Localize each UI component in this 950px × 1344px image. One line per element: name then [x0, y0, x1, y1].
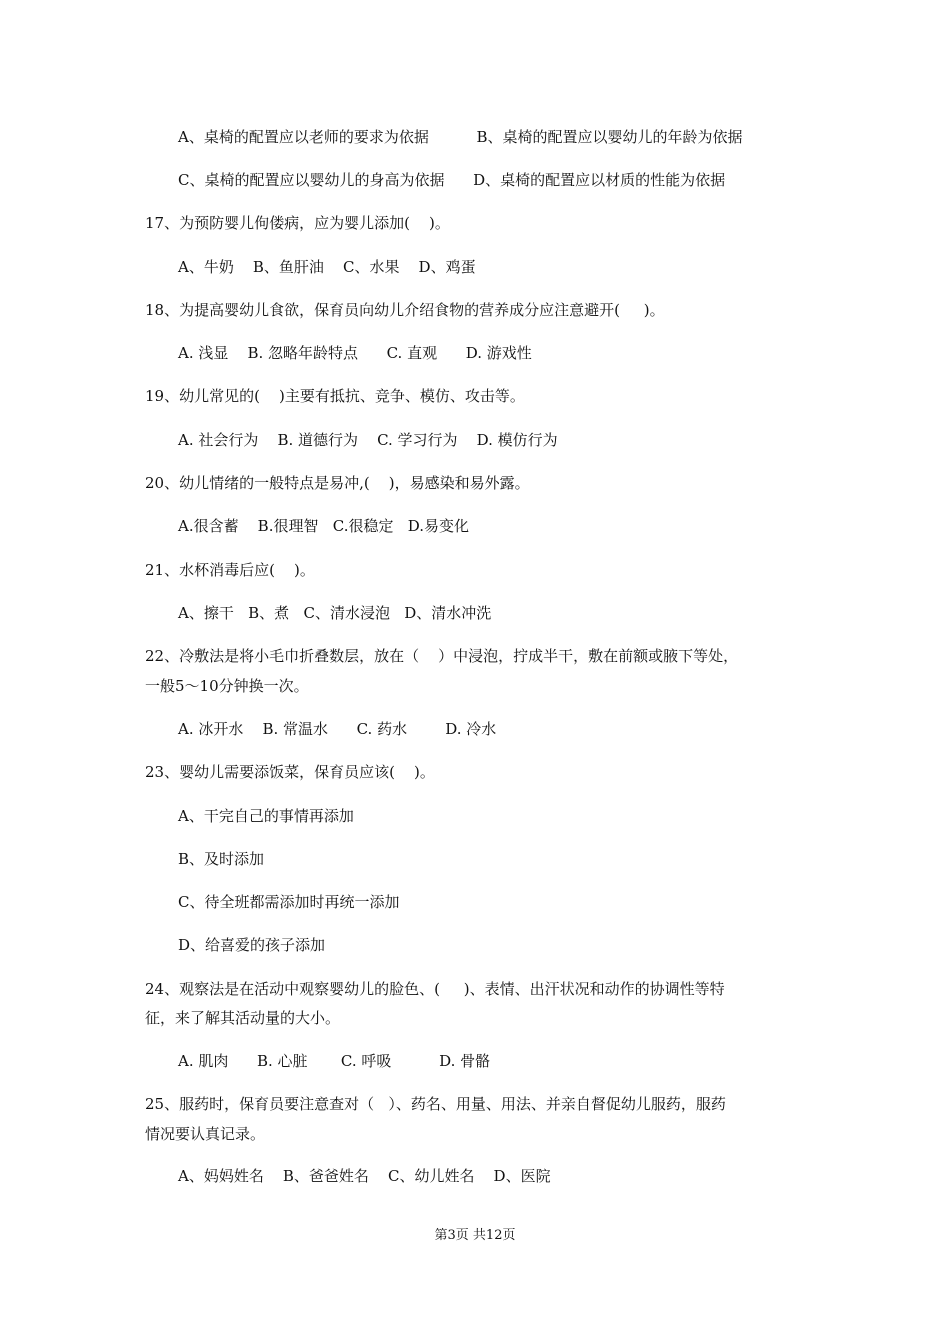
answer-option: A. 社会行为 B. 道德行为 C. 学习行为 D. 模仿行为	[178, 431, 558, 449]
answer-option: A. 浅显 B. 忽略年龄特点 C. 直观 D. 游戏性	[178, 344, 532, 362]
question-text: 征，来了解其活动量的大小。	[145, 1009, 341, 1027]
page-footer: 第3页 共12页	[434, 1228, 516, 1243]
question-text: 23、婴幼儿需要添饭菜，保育员应该( )。	[145, 763, 435, 781]
answer-option: A.很含蓄 B.很理智 C.很稳定 D.易变化	[178, 517, 470, 535]
answer-option: D、给喜爱的孩子添加	[178, 936, 326, 954]
question-text: 18、为提高婴幼儿食欲，保育员向幼儿介绍食物的营养成分应注意避开( )。	[145, 301, 665, 319]
answer-option: C、待全班都需添加时再统一添加	[178, 893, 400, 911]
question-text: 25、服药时，保育员要注意查对（ ）、药名、用量、用法、并亲自督促幼儿服药，服药	[145, 1095, 726, 1113]
question-text: 24、观察法是在活动中观察婴幼儿的脸色、( )、表情、出汗状况和动作的协调性等特	[145, 980, 725, 998]
answer-option: C、桌椅的配置应以婴幼儿的身高为依据 D、桌椅的配置应以材质的性能为依据	[178, 171, 726, 189]
answer-option: A. 冰开水 B. 常温水 C. 药水 D. 冷水	[178, 720, 497, 738]
answer-option: B、及时添加	[178, 850, 265, 868]
answer-option: A. 肌肉 B. 心脏 C. 呼吸 D. 骨骼	[178, 1052, 491, 1070]
question-text: 一般5～10分钟换一次。	[145, 677, 309, 695]
question-text: 22、冷敷法是将小毛巾折叠数层，放在（ ）中浸泡，拧成半干，敷在前额或腋下等处，	[145, 647, 739, 665]
question-text: 20、幼儿情绪的一般特点是易冲,( )，易感染和易外露。	[145, 474, 530, 492]
answer-option: A、擦干 B、煮 C、清水浸泡 D、清水冲洗	[178, 604, 492, 622]
answer-option: A、牛奶 B、鱼肝油 C、水果 D、鸡蛋	[178, 258, 476, 276]
answer-option: A、桌椅的配置应以老师的要求为依据 B、桌椅的配置应以婴幼儿的年龄为依据	[178, 128, 743, 146]
answer-option: A、干完自己的事情再添加	[178, 807, 354, 825]
question-text: 情况要认真记录。	[145, 1125, 266, 1143]
question-text: 19、幼儿常见的( )主要有抵抗、竞争、模仿、攻击等。	[145, 387, 525, 405]
question-text: 21、水杯消毒后应( )。	[145, 561, 315, 579]
answer-option: A、妈妈姓名 B、爸爸姓名 C、幼儿姓名 D、医院	[178, 1167, 551, 1185]
question-text: 17、为预防婴儿佝偻病，应为婴儿添加( )。	[145, 214, 450, 232]
